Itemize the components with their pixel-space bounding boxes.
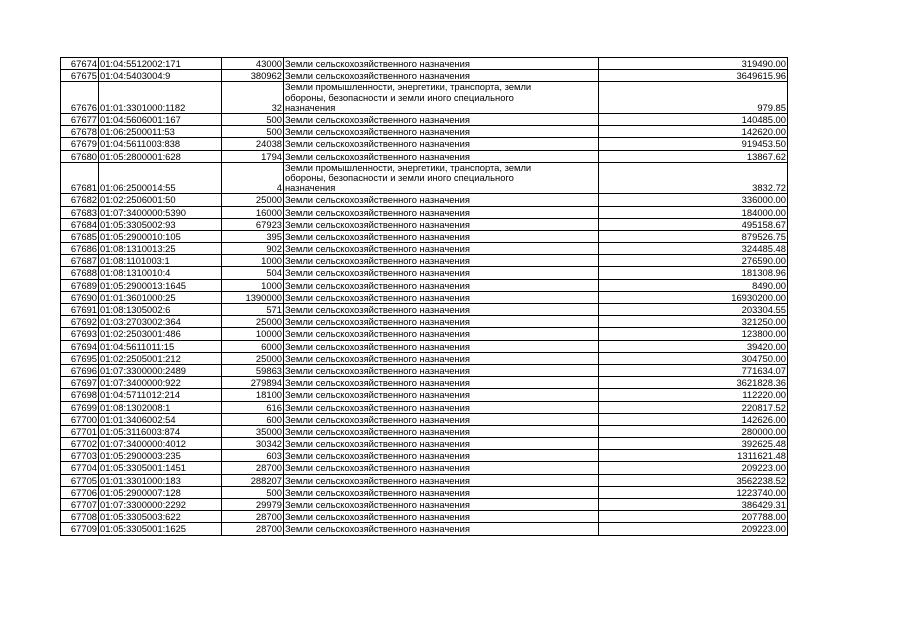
area-cell: 380962 — [222, 70, 284, 82]
cadastral-value-cell: 181308.96 — [599, 267, 788, 279]
land-category-cell — [284, 401, 599, 413]
cadastral-value-cell: 979.85 — [599, 82, 788, 114]
area-cell: 1000 — [222, 255, 284, 267]
area-cell: 25000 — [222, 194, 284, 206]
row-number-cell: 67681 — [61, 162, 99, 194]
cadastral-value-cell: 276590.00 — [599, 255, 788, 267]
cadastral-number-cell: 01:05:2900003:235 — [99, 450, 222, 462]
land-category-cell — [284, 243, 599, 255]
land-category-line: Земли сельскохозяйственного назначения — [285, 486, 470, 498]
cadastral-value-cell: 203304.55 — [599, 304, 788, 316]
area-cell: 571 — [222, 304, 284, 316]
table-row — [61, 499, 788, 511]
row-number-cell: 67688 — [61, 267, 99, 279]
cadastral-number-cell: 01:08:1310010:4 — [99, 267, 222, 279]
land-category-line: Земли сельскохозяйственного назначения — [285, 113, 470, 125]
land-category-cell — [284, 340, 599, 352]
table-row — [61, 438, 788, 450]
land-category-line: Земли сельскохозяйственного назначения — [285, 206, 470, 218]
row-number-cell: 67697 — [61, 377, 99, 389]
land-category-cell — [284, 255, 599, 267]
land-category-line: Земли сельскохозяйственного назначения — [285, 450, 470, 462]
cadastral-value-cell: 3832.72 — [599, 162, 788, 194]
row-number-cell: 67674 — [61, 58, 99, 70]
table-row — [61, 304, 788, 316]
row-number-cell: 67707 — [61, 499, 99, 511]
table-row — [61, 377, 788, 389]
cadastral-value-cell: 919453.50 — [599, 138, 788, 150]
land-category-line: Земли сельскохозяйственного назначения — [285, 352, 470, 364]
row-number-cell: 67682 — [61, 194, 99, 206]
land-category-line: Земли сельскохозяйственного назначения — [285, 279, 470, 291]
land-category-line: Земли сельскохозяйственного назначения — [285, 523, 470, 535]
table-row — [61, 352, 788, 364]
cadastral-number-cell: 01:05:3305003:622 — [99, 511, 222, 523]
row-number-cell: 67689 — [61, 279, 99, 291]
land-category-cell — [284, 113, 599, 125]
area-cell: 35000 — [222, 425, 284, 437]
land-category-line: Земли сельскохозяйственного назначения — [285, 255, 470, 267]
row-number-cell: 67698 — [61, 389, 99, 401]
row-number-cell: 67687 — [61, 255, 99, 267]
land-category-cell — [284, 304, 599, 316]
cadastral-number-cell: 01:07:3300000:2489 — [99, 364, 222, 376]
row-number-cell: 67677 — [61, 113, 99, 125]
land-category-cell — [284, 450, 599, 462]
land-category-line: Земли сельскохозяйственного назначения — [285, 340, 470, 352]
cadastral-number-cell: 01:05:3305001:1451 — [99, 462, 222, 474]
land-registry-table — [60, 57, 788, 536]
cadastral-number-cell: 01:04:5611011:15 — [99, 340, 222, 352]
land-category-line: Земли сельскохозяйственного назначения — [285, 401, 470, 413]
table-row — [61, 58, 788, 70]
table-row — [61, 138, 788, 150]
table-row — [61, 218, 788, 230]
land-category-line: Земли сельскохозяйственного назначения — [285, 291, 470, 303]
land-category-cell — [284, 279, 599, 291]
cadastral-value-cell: 207788.00 — [599, 511, 788, 523]
land-category-cell — [284, 138, 599, 150]
cadastral-number-cell: 01:07:3400000:5390 — [99, 206, 222, 218]
table-row — [61, 401, 788, 413]
cadastral-number-cell: 01:05:2900007:128 — [99, 486, 222, 498]
cadastral-number-cell: 01:07:3400000:4012 — [99, 438, 222, 450]
cadastral-number-cell: 01:04:5403004:9 — [99, 70, 222, 82]
cadastral-value-cell: 13867.62 — [599, 150, 788, 162]
land-category-cell — [284, 413, 599, 425]
cadastral-value-cell: 324485.48 — [599, 243, 788, 255]
land-category-cell — [284, 474, 599, 486]
area-cell: 504 — [222, 267, 284, 279]
area-cell: 67923 — [222, 218, 284, 230]
cadastral-value-cell: 386429.31 — [599, 499, 788, 511]
land-category-cell — [284, 162, 599, 194]
land-category-cell — [284, 511, 599, 523]
table-row — [61, 230, 788, 242]
row-number-cell: 67708 — [61, 511, 99, 523]
land-category-cell — [284, 230, 599, 242]
table-row — [61, 450, 788, 462]
land-category-line: Земли сельскохозяйственного назначения — [285, 267, 470, 279]
area-cell: 600 — [222, 413, 284, 425]
cadastral-number-cell: 01:01:3601000:25 — [99, 291, 222, 303]
land-category-line: Земли сельскохозяйственного назначения — [285, 377, 470, 389]
land-category-line: Земли сельскохозяйственного назначения — [285, 138, 470, 150]
land-category-line: Земли сельскохозяйственного назначения — [285, 438, 470, 450]
cadastral-value-cell: 142626.00 — [599, 413, 788, 425]
cadastral-value-cell: 879526.75 — [599, 230, 788, 242]
land-category-line: Земли сельскохозяйственного назначения — [285, 126, 470, 138]
cadastral-number-cell: 01:04:5711012:214 — [99, 389, 222, 401]
land-category-line: Земли сельскохозяйственного назначения — [285, 316, 470, 328]
table-row — [61, 523, 788, 535]
area-cell: 59863 — [222, 364, 284, 376]
cadastral-value-cell: 140485.00 — [599, 113, 788, 125]
cadastral-value-cell: 3621828.36 — [599, 377, 788, 389]
table-row — [61, 126, 788, 138]
cadastral-number-cell: 01:05:2900010:105 — [99, 230, 222, 242]
land-registry-sheet — [60, 57, 788, 536]
cadastral-number-cell: 01:02:2506001:50 — [99, 194, 222, 206]
cadastral-value-cell: 112220.00 — [599, 389, 788, 401]
cadastral-number-cell: 01:01:3301000:183 — [99, 474, 222, 486]
cadastral-value-cell: 1223740.00 — [599, 486, 788, 498]
land-category-cell — [284, 425, 599, 437]
land-category-cell — [284, 389, 599, 401]
row-number-cell: 67696 — [61, 364, 99, 376]
area-cell: 28700 — [222, 523, 284, 535]
land-category-cell — [284, 364, 599, 376]
area-cell: 18100 — [222, 389, 284, 401]
land-category-cell — [284, 316, 599, 328]
area-cell: 30342 — [222, 438, 284, 450]
land-category-cell — [284, 486, 599, 498]
row-number-cell: 67700 — [61, 413, 99, 425]
land-category-cell — [284, 218, 599, 230]
table-row — [61, 474, 788, 486]
land-category-line: обороны, безопасности и земли иного специального — [285, 171, 514, 183]
land-category-cell — [284, 126, 599, 138]
area-cell: 25000 — [222, 316, 284, 328]
row-number-cell: 67683 — [61, 206, 99, 218]
area-cell: 288207 — [222, 474, 284, 486]
cadastral-number-cell: 01:08:1305002:6 — [99, 304, 222, 316]
table-row — [61, 255, 788, 267]
row-number-cell: 67685 — [61, 230, 99, 242]
row-number-cell: 67704 — [61, 462, 99, 474]
land-category-line: Земли сельскохозяйственного назначения — [285, 194, 470, 206]
cadastral-number-cell: 01:05:2900013:1645 — [99, 279, 222, 291]
row-number-cell: 67695 — [61, 352, 99, 364]
land-category-line: Земли сельскохозяйственного назначения — [285, 511, 470, 523]
land-category-cell — [284, 328, 599, 340]
cadastral-value-cell: 392625.48 — [599, 438, 788, 450]
cadastral-value-cell: 209223.00 — [599, 462, 788, 474]
table-row — [61, 113, 788, 125]
cadastral-number-cell: 01:01:3406002:54 — [99, 413, 222, 425]
cadastral-value-cell: 495158.67 — [599, 218, 788, 230]
table-row — [61, 70, 788, 82]
row-number-cell: 67693 — [61, 328, 99, 340]
table-row — [61, 194, 788, 206]
row-number-cell: 67701 — [61, 425, 99, 437]
area-cell: 500 — [222, 113, 284, 125]
row-number-cell: 67692 — [61, 316, 99, 328]
land-category-line: Земли сельскохозяйственного назначения — [285, 425, 470, 437]
row-number-cell: 67684 — [61, 218, 99, 230]
land-category-line: обороны, безопасности и земли иного специального — [285, 91, 514, 103]
cadastral-value-cell: 16930200.00 — [599, 291, 788, 303]
land-category-line: Земли сельскохозяйственного назначения — [285, 218, 470, 230]
land-category-line: Земли сельскохозяйственного назначения — [285, 462, 470, 474]
row-number-cell: 67699 — [61, 401, 99, 413]
cadastral-number-cell: 01:04:5512002:171 — [99, 58, 222, 70]
cadastral-number-cell: 01:06:2500011:53 — [99, 126, 222, 138]
area-cell: 24038 — [222, 138, 284, 150]
row-number-cell: 67679 — [61, 138, 99, 150]
land-category-line: Земли сельскохозяйственного назначения — [285, 328, 470, 340]
cadastral-value-cell: 39420.00 — [599, 340, 788, 352]
cadastral-number-cell: 01:03:2703002:364 — [99, 316, 222, 328]
cadastral-value-cell: 220817.52 — [599, 401, 788, 413]
table-row — [61, 243, 788, 255]
area-cell: 1390000 — [222, 291, 284, 303]
cadastral-number-cell: 01:07:3300000:2292 — [99, 499, 222, 511]
cadastral-value-cell: 1311621.48 — [599, 450, 788, 462]
table-row — [61, 267, 788, 279]
row-number-cell: 67676 — [61, 82, 99, 114]
cadastral-number-cell: 01:01:3301000:1182 — [99, 82, 222, 114]
cadastral-value-cell: 771634.07 — [599, 364, 788, 376]
area-cell: 32 — [222, 82, 284, 114]
land-category-line: Земли сельскохозяйственного назначения — [285, 243, 470, 255]
area-cell: 1000 — [222, 279, 284, 291]
cadastral-number-cell: 01:08:1310013:25 — [99, 243, 222, 255]
land-category-cell — [284, 377, 599, 389]
cadastral-value-cell: 209223.00 — [599, 523, 788, 535]
cadastral-value-cell: 3562238.52 — [599, 474, 788, 486]
area-cell: 28700 — [222, 462, 284, 474]
table-row — [61, 389, 788, 401]
cadastral-value-cell: 304750.00 — [599, 352, 788, 364]
row-number-cell: 67703 — [61, 450, 99, 462]
land-category-line: Земли промышленности, энергетики, транспорта, земли — [285, 81, 532, 93]
land-category-cell — [284, 462, 599, 474]
table-row — [61, 511, 788, 523]
area-cell: 395 — [222, 230, 284, 242]
row-number-cell: 67680 — [61, 150, 99, 162]
land-category-line: Земли сельскохозяйственного назначения — [285, 304, 470, 316]
cadastral-number-cell: 01:08:1101003:1 — [99, 255, 222, 267]
land-category-cell — [284, 206, 599, 218]
row-number-cell: 67690 — [61, 291, 99, 303]
cadastral-value-cell: 184000.00 — [599, 206, 788, 218]
land-category-line: Земли сельскохозяйственного назначения — [285, 364, 470, 376]
area-cell: 1794 — [222, 150, 284, 162]
table-row — [61, 340, 788, 352]
table-row — [61, 413, 788, 425]
table-row — [61, 462, 788, 474]
area-cell: 25000 — [222, 352, 284, 364]
land-category-line: Земли сельскохозяйственного назначения — [285, 413, 470, 425]
table-body — [61, 58, 788, 536]
cadastral-number-cell: 01:05:3305002:93 — [99, 218, 222, 230]
land-category-line: Земли сельскохозяйственного назначения — [285, 389, 470, 401]
area-cell: 16000 — [222, 206, 284, 218]
area-cell: 902 — [222, 243, 284, 255]
row-number-cell: 67675 — [61, 70, 99, 82]
table-row — [61, 82, 788, 114]
table-row — [61, 279, 788, 291]
land-category-cell — [284, 58, 599, 70]
cadastral-number-cell: 01:04:5606001:167 — [99, 113, 222, 125]
cadastral-value-cell: 321250.00 — [599, 316, 788, 328]
area-cell: 616 — [222, 401, 284, 413]
area-cell: 10000 — [222, 328, 284, 340]
table-row — [61, 364, 788, 376]
table-row — [61, 162, 788, 194]
table-row — [61, 206, 788, 218]
land-category-cell — [284, 150, 599, 162]
row-number-cell: 67702 — [61, 438, 99, 450]
land-category-cell — [284, 194, 599, 206]
cadastral-number-cell: 01:05:3305001:1625 — [99, 523, 222, 535]
table-row — [61, 425, 788, 437]
cadastral-number-cell: 01:02:2503001:486 — [99, 328, 222, 340]
land-category-cell — [284, 352, 599, 364]
land-category-line: Земли сельскохозяйственного назначения — [285, 499, 470, 511]
land-category-cell — [284, 82, 599, 114]
table-row — [61, 316, 788, 328]
row-number-cell: 67678 — [61, 126, 99, 138]
cadastral-value-cell: 142620.00 — [599, 126, 788, 138]
row-number-cell: 67686 — [61, 243, 99, 255]
row-number-cell: 67694 — [61, 340, 99, 352]
cadastral-number-cell: 01:05:3116003:874 — [99, 425, 222, 437]
row-number-cell: 67709 — [61, 523, 99, 535]
land-category-cell — [284, 291, 599, 303]
land-category-line: Земли сельскохозяйственного назначения — [285, 150, 470, 162]
cadastral-value-cell: 280000.00 — [599, 425, 788, 437]
cadastral-number-cell: 01:08:1302008:1 — [99, 401, 222, 413]
cadastral-value-cell: 8490.00 — [599, 279, 788, 291]
row-number-cell: 67691 — [61, 304, 99, 316]
cadastral-value-cell: 3649615.96 — [599, 70, 788, 82]
land-category-line: Земли промышленности, энергетики, транспорта, земли — [285, 162, 532, 173]
area-cell: 500 — [222, 126, 284, 138]
cadastral-number-cell: 01:02:2505001:212 — [99, 352, 222, 364]
cadastral-number-cell: 01:07:3400000:922 — [99, 377, 222, 389]
land-category-cell — [284, 438, 599, 450]
table-row — [61, 150, 788, 162]
land-category-line: Земли сельскохозяйственного назначения — [285, 70, 470, 82]
table-row — [61, 486, 788, 498]
area-cell: 603 — [222, 450, 284, 462]
area-cell: 500 — [222, 486, 284, 498]
area-cell: 4 — [222, 162, 284, 194]
land-category-line: Земли сельскохозяйственного назначения — [285, 57, 470, 69]
area-cell: 43000 — [222, 58, 284, 70]
cadastral-value-cell: 123800.00 — [599, 328, 788, 340]
cadastral-number-cell: 01:06:2500014:55 — [99, 162, 222, 194]
land-category-cell — [284, 267, 599, 279]
table-row — [61, 328, 788, 340]
table-row — [61, 291, 788, 303]
area-cell: 28700 — [222, 511, 284, 523]
cadastral-number-cell: 01:05:2800001:628 — [99, 150, 222, 162]
cadastral-number-cell: 01:04:5611003:838 — [99, 138, 222, 150]
cadastral-value-cell: 319490.00 — [599, 58, 788, 70]
land-category-cell — [284, 499, 599, 511]
cadastral-value-cell: 336000.00 — [599, 194, 788, 206]
land-category-line: назначения — [285, 101, 336, 113]
row-number-cell: 67706 — [61, 486, 99, 498]
land-category-line: Земли сельскохозяйственного назначения — [285, 474, 470, 486]
land-category-line: назначения — [285, 182, 336, 194]
area-cell: 29979 — [222, 499, 284, 511]
area-cell: 6000 — [222, 340, 284, 352]
land-category-cell — [284, 523, 599, 535]
row-number-cell: 67705 — [61, 474, 99, 486]
area-cell: 279894 — [222, 377, 284, 389]
land-category-line: Земли сельскохозяйственного назначения — [285, 230, 470, 242]
land-category-cell — [284, 70, 599, 82]
